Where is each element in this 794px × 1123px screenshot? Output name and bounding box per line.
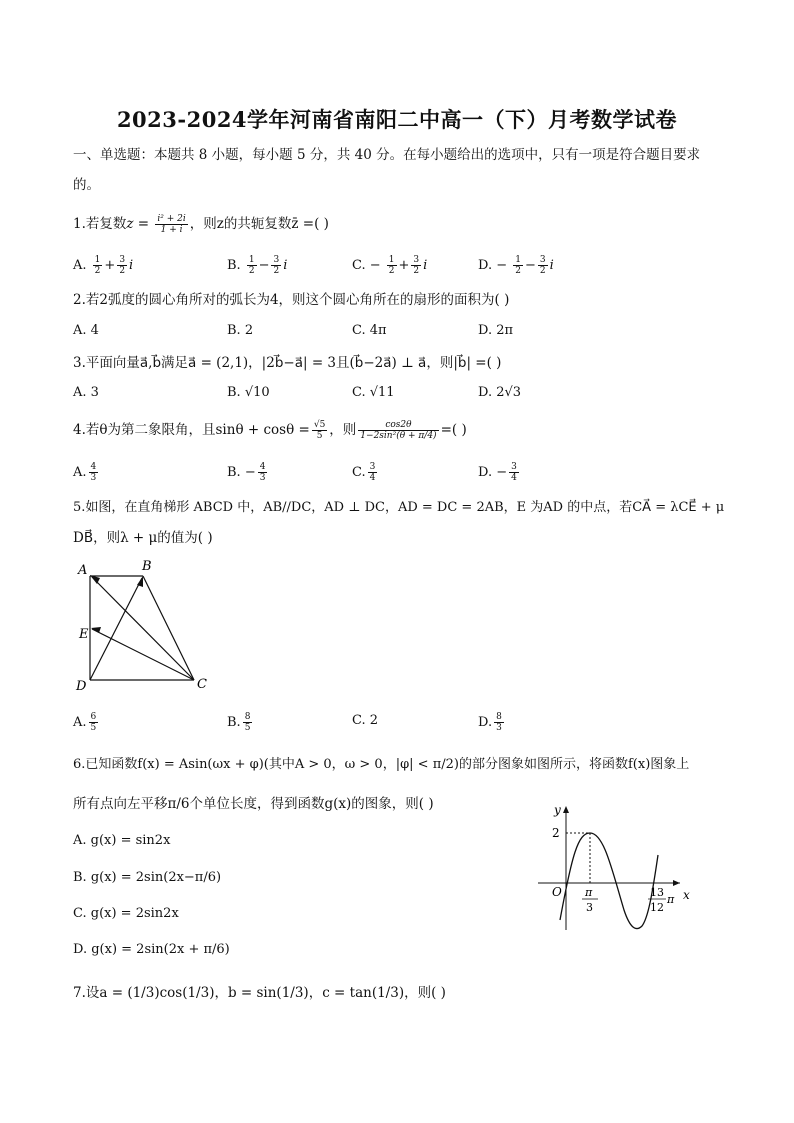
q1-b-den1: 2 — [248, 266, 255, 276]
q1-c-op: + — [398, 258, 410, 273]
q1-fraction — [155, 214, 187, 235]
q5-b-num: 8 — [244, 712, 251, 722]
q5-option-c[interactable] — [352, 712, 378, 730]
q3-option-a[interactable]: A. 3 — [73, 385, 99, 400]
y-axis-label: y — [554, 803, 561, 817]
q5-a-num: 6 — [90, 712, 97, 722]
q3-option-b[interactable]: B. √10 — [227, 385, 270, 400]
q3-option-c[interactable]: C. √11 — [352, 385, 395, 400]
q4-b-letter: B. — [227, 465, 241, 480]
q5-a-den: 5 — [90, 723, 97, 733]
question-6-cont: 所有点向左平移π/6个单位长度，得到函数g(x)的图象，则( ) — [73, 796, 434, 812]
question-2: 2.若2弧度的圆心角所对的弧长为4，则这个圆心角所在的扇形的面积为( ) — [73, 292, 510, 308]
q1-prefix: 1.若复数 — [73, 216, 127, 232]
q2-option-d[interactable]: D. 2π — [478, 323, 514, 338]
section-instructions-cont: 的。 — [73, 177, 100, 193]
q4-d-letter: D. — [478, 465, 493, 480]
trapezoid-figure — [70, 556, 220, 696]
q5-option-d[interactable] — [478, 712, 506, 733]
q1-a-den1: 2 — [94, 266, 101, 276]
x-tick-13-pi: π — [667, 893, 675, 906]
q1-c-num1: 1 — [388, 255, 395, 265]
q4-c-den: 4 — [369, 473, 376, 483]
q1-d-den1: 2 — [515, 266, 521, 276]
q4-d-den: 4 — [511, 473, 517, 483]
q1-c-tail: i — [423, 258, 428, 273]
q4-b-num: 4 — [259, 462, 266, 472]
q4-given-den: 5 — [316, 431, 323, 441]
q5-option-b[interactable] — [227, 712, 254, 733]
q4-c-num: 3 — [369, 462, 376, 472]
question-7: 7.设a = (1/3)cos(1/3)，b = sin(1/3)，c = tan(1/3)，则( ) — [73, 985, 446, 1001]
q4-d-sign: − — [496, 465, 508, 480]
q1-b-num2: 3 — [273, 255, 280, 265]
q2-option-c[interactable]: C. 4π — [352, 323, 387, 338]
q3-option-d[interactable]: D. 2√3 — [478, 385, 522, 400]
q5-d-num: 8 — [496, 712, 502, 722]
q4-b-den: 3 — [259, 473, 266, 483]
q5-d-den: 3 — [496, 723, 502, 733]
q1-d-tail: i — [549, 258, 554, 273]
x-axis-label: x — [683, 888, 690, 902]
q1-d-letter: D. − — [478, 258, 508, 273]
x-tick-3: 3 — [586, 901, 593, 914]
question-1 — [73, 214, 329, 235]
q1-c-letter: C. − — [352, 258, 381, 273]
page-title: 2023-2024学年河南省南阳二中高一（下）月考数学试卷 — [116, 107, 678, 132]
y-axis-arrow — [563, 806, 569, 813]
x-tick-12: 12 — [650, 901, 664, 914]
q1-option-a[interactable] — [73, 255, 133, 276]
q1-b-num1: 1 — [248, 255, 255, 265]
q4-option-a[interactable] — [73, 462, 100, 483]
q6-option-c[interactable]: C. g(x) = 2sin2x — [73, 906, 179, 921]
q5-c-letter: C. — [352, 713, 366, 728]
q1-option-d[interactable] — [478, 255, 554, 276]
q4-a-letter: A. — [73, 465, 87, 480]
q6-option-a[interactable]: A. g(x) = sin2x — [73, 833, 171, 848]
q6-option-d[interactable]: D. g(x) = 2sin(2x + π/6) — [73, 942, 230, 957]
q1-a-num1: 1 — [94, 255, 101, 265]
q1-frac-den: 1 + i — [160, 225, 183, 235]
q1-a-op: + — [104, 258, 116, 273]
q4-a-den: 3 — [90, 473, 97, 483]
q4-d-num: 3 — [511, 462, 517, 472]
question-3: 3.平面向量a⃗,b⃗满足a⃗ = (2,1)，|2b⃗−a⃗| = 3且(b⃗−2a⃗) ⊥ a⃗，则|b⃗| =( ) — [73, 355, 502, 371]
section-instructions: 一、单选题：本题共 8 小题，每小题 5 分，共 40 分。在每小题给出的选项中，只有一项是符合题目要求 — [73, 147, 701, 163]
q1-d-den2: 2 — [539, 266, 546, 276]
q1-b-den2: 2 — [273, 266, 280, 276]
q4-b-sign: − — [244, 465, 256, 480]
q1-a-tail: i — [129, 258, 134, 273]
label-a: A — [78, 563, 88, 578]
q1-z: z = — [126, 216, 150, 232]
x-tick-13: 13 — [650, 886, 664, 899]
vector-ce — [92, 629, 194, 680]
q1-option-b[interactable] — [227, 255, 287, 276]
q4-c-letter: C. — [352, 465, 366, 480]
q4-a-num: 4 — [90, 462, 97, 472]
q1-a-den2: 2 — [119, 266, 126, 276]
q1-d-num2: 3 — [539, 255, 546, 265]
label-d: D — [76, 679, 87, 694]
q4-expr-den: 1−2sin²(θ + π/4) — [360, 431, 437, 441]
q4-expr-num: cos2θ — [358, 420, 438, 431]
q5-c-value: 2 — [369, 713, 379, 728]
q5-b-letter: B. — [227, 715, 241, 730]
q4-option-c[interactable] — [352, 462, 379, 483]
q1-c-num2: 3 — [413, 255, 420, 265]
vector-ca — [92, 577, 194, 680]
question-6: 6.已知函数f(x) = Asin(ωx + φ)(其中A > 0，ω > 0，|φ| < π/2)的部分图象如图所示，将函数f(x)图象上 — [73, 757, 690, 772]
q1-b-tail: i — [283, 258, 288, 273]
label-b: B — [142, 559, 152, 574]
q1-suffix: ，则z的共轭复数z̄ =( ) — [189, 216, 329, 232]
x-tick-pi: π — [585, 886, 593, 899]
x-axis-arrow — [673, 880, 680, 886]
sine-graph — [530, 800, 700, 940]
edge-bc — [143, 576, 194, 680]
label-c: C — [197, 677, 207, 692]
q4-option-b[interactable] — [227, 462, 269, 483]
q2-option-b[interactable]: B. 2 — [227, 323, 254, 338]
q5-b-den: 5 — [244, 723, 251, 733]
q1-b-op: − — [258, 258, 270, 273]
q5-d-letter: D. — [478, 715, 493, 730]
q1-c-den2: 2 — [413, 266, 420, 276]
q4-suffix: =( ) — [440, 422, 467, 438]
q5-option-a[interactable] — [73, 712, 100, 733]
question-4 — [73, 420, 467, 441]
q1-frac-num: i² + 2i — [157, 214, 186, 224]
q6-option-b[interactable]: B. g(x) = 2sin(2x−π/6) — [73, 870, 222, 885]
q4-prefix: 4.若θ为第二象限角，且sinθ + cosθ = — [73, 422, 310, 438]
q5-a-letter: A. — [73, 715, 87, 730]
q1-c-den1: 2 — [388, 266, 395, 276]
label-e: E — [79, 627, 89, 642]
question-5: 5.如图，在直角梯形 ABCD 中，AB//DC，AD ⊥ DC，AD = DC = 2AB，E 为AD 的中点，若CA⃗ = λCE⃗ + μ — [73, 500, 725, 515]
y-tick-2: 2 — [552, 826, 560, 840]
q4-given-num: √5 — [313, 420, 326, 430]
q1-a-letter: A. — [73, 258, 87, 273]
q1-d-num1: 1 — [515, 255, 521, 265]
q1-option-c[interactable] — [352, 255, 427, 276]
q1-b-letter: B. — [227, 258, 241, 273]
q4-option-d[interactable] — [478, 462, 521, 483]
q4-mid: ，则 — [329, 422, 357, 438]
question-5-cont: DB⃗，则λ + μ的值为( ) — [73, 530, 213, 546]
q1-a-num2: 3 — [119, 255, 126, 265]
sine-curve — [560, 833, 658, 929]
q1-d-op: − — [525, 258, 536, 273]
origin-label: O — [552, 885, 562, 899]
q2-option-a[interactable]: A. 4 — [73, 323, 99, 338]
